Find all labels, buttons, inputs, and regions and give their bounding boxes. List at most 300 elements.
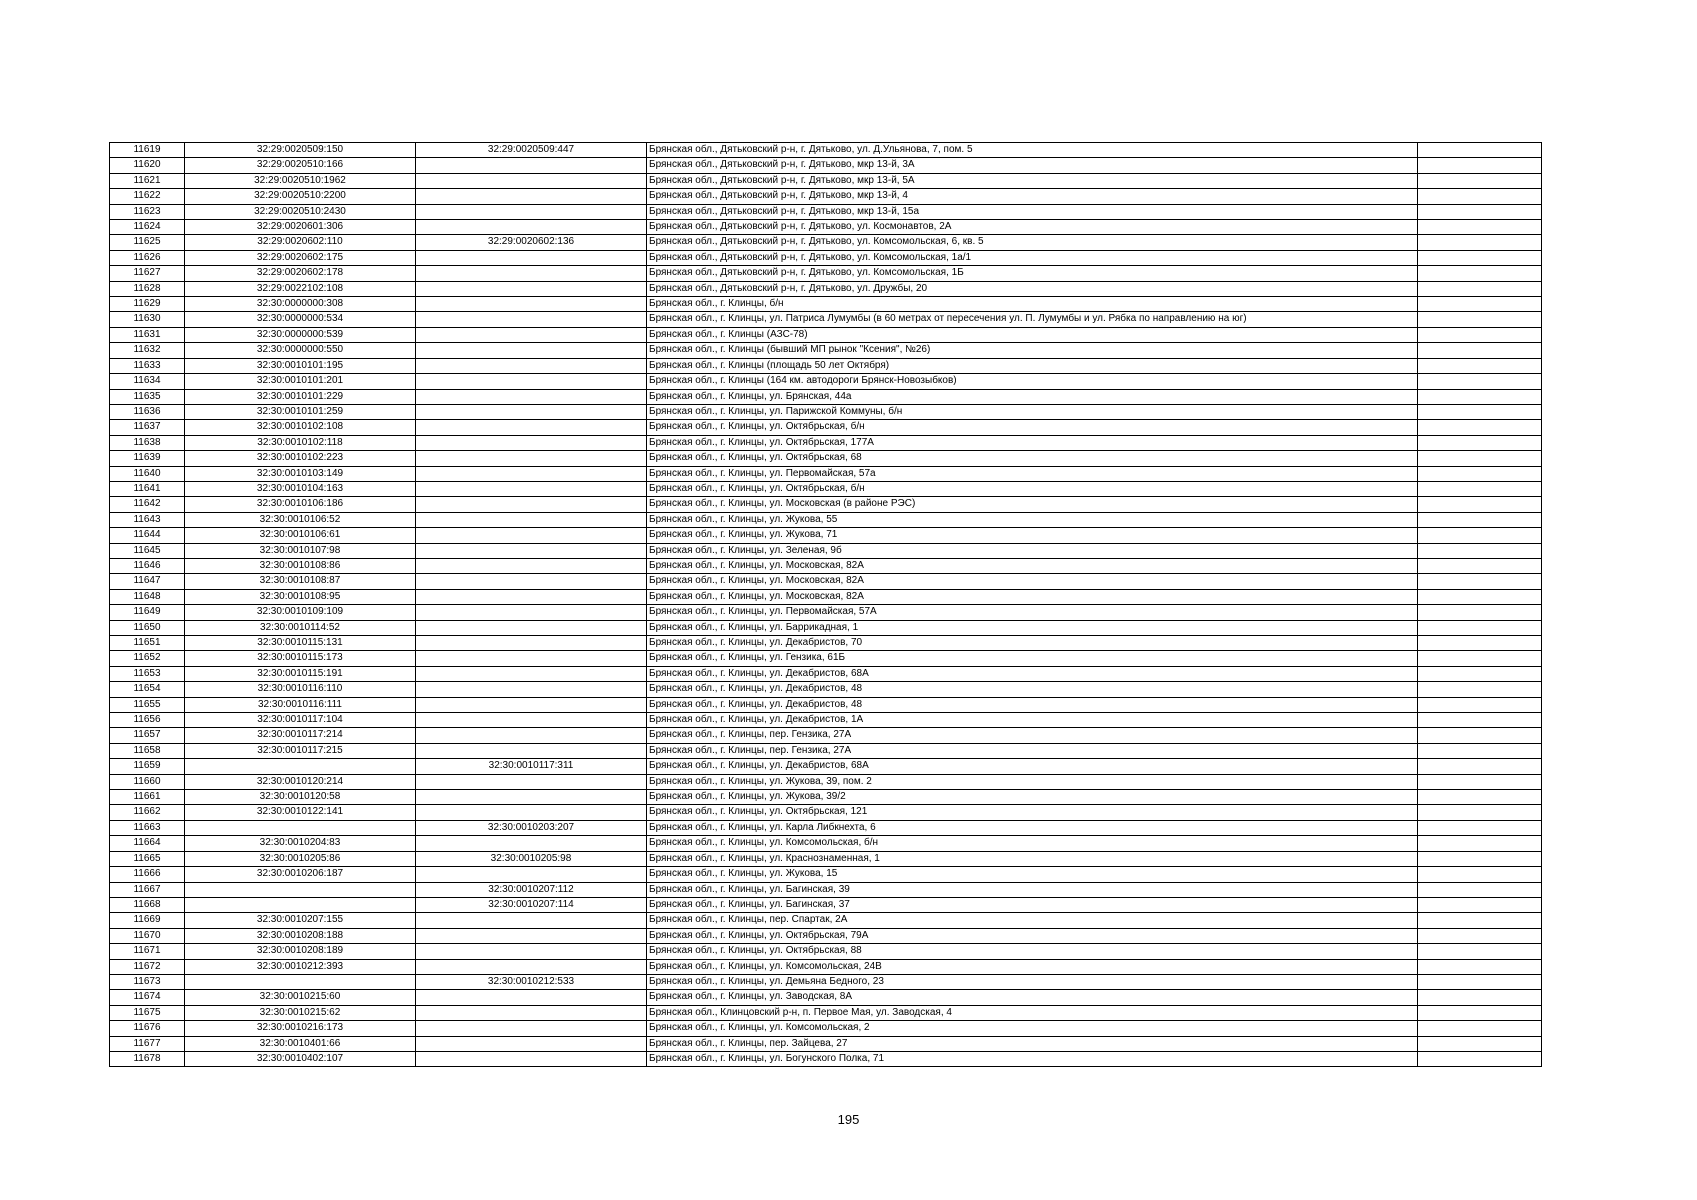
row-number-cell: 11657	[110, 728, 185, 743]
empty-cell	[1418, 574, 1542, 589]
address-cell: Брянская обл., г. Клинцы (АЗС-78)	[647, 327, 1418, 342]
row-number-cell: 11652	[110, 651, 185, 666]
building-cadastral-number-cell	[416, 250, 647, 265]
empty-cell	[1418, 512, 1542, 527]
row-number-cell: 11641	[110, 481, 185, 496]
building-cadastral-number-cell: 32:30:0010207:114	[416, 897, 647, 912]
row-number-cell: 11667	[110, 882, 185, 897]
building-cadastral-number-cell	[416, 928, 647, 943]
table-row	[110, 297, 1542, 312]
table-row	[110, 528, 1542, 543]
address-cell: Брянская обл., Дятьковский р-н, г. Дятьково, ул. Д.Ульянова, 7, пом. 5	[647, 143, 1418, 158]
empty-cell	[1418, 481, 1542, 496]
cadastral-number-cell: 32:29:0020509:150	[185, 143, 416, 158]
address-cell: Брянская обл., Дятьковский р-н, г. Дятьково, ул. Космонавтов, 2А	[647, 220, 1418, 235]
cadastral-number-cell: 32:30:0010102:223	[185, 451, 416, 466]
cadastral-number-cell: 32:30:0010103:149	[185, 466, 416, 481]
registry-table	[109, 142, 1542, 1067]
address-cell: Брянская обл., Дятьковский р-н, г. Дятьково, мкр 13-й, 4	[647, 189, 1418, 204]
row-number-cell: 11626	[110, 250, 185, 265]
cadastral-number-cell	[185, 897, 416, 912]
cadastral-number-cell: 32:30:0010114:52	[185, 620, 416, 635]
building-cadastral-number-cell	[416, 990, 647, 1005]
building-cadastral-number-cell	[416, 558, 647, 573]
building-cadastral-number-cell	[416, 451, 647, 466]
empty-cell	[1418, 897, 1542, 912]
row-number-cell: 11653	[110, 666, 185, 681]
empty-cell	[1418, 451, 1542, 466]
cadastral-number-cell: 32:29:0020510:1962	[185, 173, 416, 188]
address-cell: Брянская обл., г. Клинцы, ул. Комсомольская, 2	[647, 1021, 1418, 1036]
row-number-cell: 11649	[110, 605, 185, 620]
row-number-cell: 11637	[110, 420, 185, 435]
cadastral-number-cell: 32:29:0020510:166	[185, 158, 416, 173]
cadastral-number-cell: 32:30:0010215:62	[185, 1005, 416, 1020]
building-cadastral-number-cell	[416, 913, 647, 928]
table-row	[110, 343, 1542, 358]
building-cadastral-number-cell	[416, 204, 647, 219]
building-cadastral-number-cell: 32:30:0010207:112	[416, 882, 647, 897]
table-row	[110, 173, 1542, 188]
row-number-cell: 11659	[110, 759, 185, 774]
row-number-cell: 11662	[110, 805, 185, 820]
address-cell: Брянская обл., г. Клинцы, ул. Декабристов, 1А	[647, 713, 1418, 728]
building-cadastral-number-cell	[416, 420, 647, 435]
empty-cell	[1418, 173, 1542, 188]
empty-cell	[1418, 867, 1542, 882]
table-row	[110, 435, 1542, 450]
row-number-cell: 11677	[110, 1036, 185, 1051]
row-number-cell: 11674	[110, 990, 185, 1005]
table-row	[110, 1051, 1542, 1066]
empty-cell	[1418, 990, 1542, 1005]
building-cadastral-number-cell	[416, 1021, 647, 1036]
building-cadastral-number-cell	[416, 220, 647, 235]
address-cell: Брянская обл., г. Клинцы, ул. Жукова, 55	[647, 512, 1418, 527]
address-cell: Брянская обл., г. Клинцы, ул. Краснознаменная, 1	[647, 851, 1418, 866]
table-row	[110, 959, 1542, 974]
empty-cell	[1418, 1036, 1542, 1051]
table-row	[110, 944, 1542, 959]
table-row	[110, 974, 1542, 989]
row-number-cell: 11672	[110, 959, 185, 974]
cadastral-number-cell: 32:30:0010109:109	[185, 605, 416, 620]
row-number-cell: 11645	[110, 543, 185, 558]
table-row	[110, 928, 1542, 943]
cadastral-number-cell: 32:30:0010216:173	[185, 1021, 416, 1036]
cadastral-number-cell	[185, 974, 416, 989]
building-cadastral-number-cell	[416, 297, 647, 312]
building-cadastral-number-cell	[416, 651, 647, 666]
cadastral-number-cell: 32:30:0010120:58	[185, 790, 416, 805]
table-row	[110, 420, 1542, 435]
row-number-cell: 11642	[110, 497, 185, 512]
cadastral-number-cell: 32:29:0022102:108	[185, 281, 416, 296]
empty-cell	[1418, 851, 1542, 866]
empty-cell	[1418, 944, 1542, 959]
address-cell: Брянская обл., г. Клинцы, ул. Декабристов, 68А	[647, 759, 1418, 774]
row-number-cell: 11636	[110, 404, 185, 419]
address-cell: Брянская обл., г. Клинцы, ул. Багинская, 39	[647, 882, 1418, 897]
address-cell: Брянская обл., г. Клинцы, пер. Зайцева, 27	[647, 1036, 1418, 1051]
empty-cell	[1418, 1021, 1542, 1036]
building-cadastral-number-cell	[416, 836, 647, 851]
empty-cell	[1418, 928, 1542, 943]
row-number-cell: 11630	[110, 312, 185, 327]
address-cell: Брянская обл., г. Клинцы, ул. Октябрьская, 121	[647, 805, 1418, 820]
row-number-cell: 11650	[110, 620, 185, 635]
cadastral-number-cell: 32:30:0010115:131	[185, 636, 416, 651]
empty-cell	[1418, 620, 1542, 635]
cadastral-number-cell: 32:29:0020601:306	[185, 220, 416, 235]
building-cadastral-number-cell	[416, 343, 647, 358]
table-row	[110, 774, 1542, 789]
table-row	[110, 620, 1542, 635]
row-number-cell: 11625	[110, 235, 185, 250]
empty-cell	[1418, 1005, 1542, 1020]
cadastral-number-cell: 32:30:0010122:141	[185, 805, 416, 820]
cadastral-number-cell: 32:30:0010116:111	[185, 697, 416, 712]
cadastral-number-cell: 32:30:0010212:393	[185, 959, 416, 974]
page-number: 195	[837, 1112, 860, 1127]
address-cell: Брянская обл., г. Клинцы, ул. Московская (в районе РЭС)	[647, 497, 1418, 512]
cadastral-number-cell: 32:30:0010108:95	[185, 589, 416, 604]
building-cadastral-number-cell: 32:29:0020509:447	[416, 143, 647, 158]
cadastral-number-cell: 32:30:0010106:61	[185, 528, 416, 543]
address-cell: Брянская обл., Дятьковский р-н, г. Дятьково, мкр 13-й, 3А	[647, 158, 1418, 173]
cadastral-number-cell: 32:29:0020602:110	[185, 235, 416, 250]
row-number-cell: 11664	[110, 836, 185, 851]
row-number-cell: 11655	[110, 697, 185, 712]
empty-cell	[1418, 266, 1542, 281]
cadastral-number-cell: 32:30:0010116:110	[185, 682, 416, 697]
address-cell: Брянская обл., г. Клинцы, ул. Зеленая, 9б	[647, 543, 1418, 558]
building-cadastral-number-cell	[416, 605, 647, 620]
empty-cell	[1418, 836, 1542, 851]
table-row	[110, 913, 1542, 928]
cadastral-number-cell: 32:30:0010108:86	[185, 558, 416, 573]
table-row	[110, 1036, 1542, 1051]
table-body	[110, 143, 1542, 1067]
building-cadastral-number-cell	[416, 374, 647, 389]
building-cadastral-number-cell	[416, 589, 647, 604]
table-row	[110, 836, 1542, 851]
table-row	[110, 651, 1542, 666]
row-number-cell: 11633	[110, 358, 185, 373]
table-row	[110, 327, 1542, 342]
table-row	[110, 312, 1542, 327]
empty-cell	[1418, 466, 1542, 481]
address-cell: Брянская обл., г. Клинцы, пер. Гензика, 27А	[647, 728, 1418, 743]
building-cadastral-number-cell	[416, 774, 647, 789]
empty-cell	[1418, 250, 1542, 265]
table-row	[110, 404, 1542, 419]
building-cadastral-number-cell	[416, 435, 647, 450]
address-cell: Брянская обл., г. Клинцы, пер. Спартак, 2А	[647, 913, 1418, 928]
empty-cell	[1418, 713, 1542, 728]
empty-cell	[1418, 435, 1542, 450]
address-cell: Брянская обл., г. Клинцы, ул. Жукова, 15	[647, 867, 1418, 882]
empty-cell	[1418, 636, 1542, 651]
row-number-cell: 11634	[110, 374, 185, 389]
address-cell: Брянская обл., г. Клинцы, ул. Декабристов, 48	[647, 682, 1418, 697]
building-cadastral-number-cell	[416, 266, 647, 281]
row-number-cell: 11665	[110, 851, 185, 866]
empty-cell	[1418, 543, 1542, 558]
building-cadastral-number-cell	[416, 867, 647, 882]
address-cell: Брянская обл., г. Клинцы, ул. Комсомольская, б/н	[647, 836, 1418, 851]
building-cadastral-number-cell	[416, 189, 647, 204]
cadastral-number-cell: 32:30:0010106:52	[185, 512, 416, 527]
row-number-cell: 11629	[110, 297, 185, 312]
table-row	[110, 636, 1542, 651]
table-row	[110, 466, 1542, 481]
table-row	[110, 374, 1542, 389]
table-row	[110, 358, 1542, 373]
empty-cell	[1418, 728, 1542, 743]
table-row	[110, 759, 1542, 774]
address-cell: Брянская обл., г. Клинцы, ул. Октябрьская, 177А	[647, 435, 1418, 450]
cadastral-number-cell: 32:29:0020510:2200	[185, 189, 416, 204]
cadastral-number-cell: 32:30:0010206:187	[185, 867, 416, 882]
row-number-cell: 11666	[110, 867, 185, 882]
address-cell: Брянская обл., г. Клинцы, ул. Богунского Полка, 71	[647, 1051, 1418, 1066]
cadastral-number-cell: 32:30:0010208:189	[185, 944, 416, 959]
empty-cell	[1418, 682, 1542, 697]
table-row	[110, 481, 1542, 496]
address-cell: Брянская обл., г. Клинцы, ул. Московская, 82А	[647, 589, 1418, 604]
address-cell: Брянская обл., г. Клинцы, ул. Московская, 82А	[647, 558, 1418, 573]
cadastral-number-cell: 32:30:0010402:107	[185, 1051, 416, 1066]
row-number-cell: 11635	[110, 389, 185, 404]
empty-cell	[1418, 358, 1542, 373]
table-row	[110, 1005, 1542, 1020]
row-number-cell: 11628	[110, 281, 185, 296]
table-row	[110, 851, 1542, 866]
empty-cell	[1418, 959, 1542, 974]
empty-cell	[1418, 297, 1542, 312]
address-cell: Брянская обл., г. Клинцы, ул. Октябрьская, б/н	[647, 420, 1418, 435]
cadastral-number-cell: 32:30:0010101:229	[185, 389, 416, 404]
table-row	[110, 189, 1542, 204]
table-row	[110, 266, 1542, 281]
row-number-cell: 11661	[110, 790, 185, 805]
address-cell: Брянская обл., г. Клинцы, ул. Октябрьская, 68	[647, 451, 1418, 466]
address-cell: Брянская обл., г. Клинцы, ул. Парижской Коммуны, б/н	[647, 404, 1418, 419]
address-cell: Брянская обл., г. Клинцы, ул. Жукова, 39, пом. 2	[647, 774, 1418, 789]
table-row	[110, 867, 1542, 882]
cadastral-number-cell: 32:30:0010205:86	[185, 851, 416, 866]
empty-cell	[1418, 343, 1542, 358]
building-cadastral-number-cell: 32:29:0020602:136	[416, 235, 647, 250]
building-cadastral-number-cell: 32:30:0010117:311	[416, 759, 647, 774]
table-row	[110, 790, 1542, 805]
table-row	[110, 605, 1542, 620]
building-cadastral-number-cell	[416, 944, 647, 959]
building-cadastral-number-cell	[416, 728, 647, 743]
cadastral-number-cell: 32:30:0010207:155	[185, 913, 416, 928]
empty-cell	[1418, 374, 1542, 389]
table-row	[110, 713, 1542, 728]
cadastral-number-cell: 32:29:0020602:175	[185, 250, 416, 265]
building-cadastral-number-cell	[416, 389, 647, 404]
address-cell: Брянская обл., г. Клинцы, б/н	[647, 297, 1418, 312]
address-cell: Брянская обл., г. Клинцы, ул. Гензика, 61Б	[647, 651, 1418, 666]
empty-cell	[1418, 204, 1542, 219]
address-cell: Брянская обл., г. Клинцы, ул. Баррикадная, 1	[647, 620, 1418, 635]
row-number-cell: 11671	[110, 944, 185, 959]
row-number-cell: 11676	[110, 1021, 185, 1036]
building-cadastral-number-cell	[416, 466, 647, 481]
building-cadastral-number-cell	[416, 805, 647, 820]
address-cell: Брянская обл., г. Клинцы, ул. Комсомольская, 24В	[647, 959, 1418, 974]
building-cadastral-number-cell	[416, 312, 647, 327]
empty-cell	[1418, 651, 1542, 666]
building-cadastral-number-cell: 32:30:0010212:533	[416, 974, 647, 989]
cadastral-number-cell: 32:29:0020510:2430	[185, 204, 416, 219]
table-row	[110, 558, 1542, 573]
table-row	[110, 143, 1542, 158]
table-row	[110, 281, 1542, 296]
cadastral-number-cell: 32:30:0010401:66	[185, 1036, 416, 1051]
row-number-cell: 11673	[110, 974, 185, 989]
address-cell: Брянская обл., Дятьковский р-н, г. Дятьково, мкр 13-й, 15а	[647, 204, 1418, 219]
table-row	[110, 451, 1542, 466]
empty-cell	[1418, 235, 1542, 250]
table-row	[110, 666, 1542, 681]
address-cell: Брянская обл., г. Клинцы, ул. Первомайская, 57а	[647, 466, 1418, 481]
table-row	[110, 512, 1542, 527]
address-cell: Брянская обл., Дятьковский р-н, г. Дятьково, ул. Комсомольская, 6, кв. 5	[647, 235, 1418, 250]
empty-cell	[1418, 528, 1542, 543]
row-number-cell: 11632	[110, 343, 185, 358]
table-row	[110, 1021, 1542, 1036]
cadastral-number-cell	[185, 882, 416, 897]
address-cell: Брянская обл., Дятьковский р-н, г. Дятьково, ул. Комсомольская, 1а/1	[647, 250, 1418, 265]
address-cell: Брянская обл., г. Клинцы, ул. Октябрьская, 88	[647, 944, 1418, 959]
row-number-cell: 11639	[110, 451, 185, 466]
table-row	[110, 220, 1542, 235]
row-number-cell: 11651	[110, 636, 185, 651]
cadastral-number-cell: 32:30:0010215:60	[185, 990, 416, 1005]
row-number-cell: 11663	[110, 820, 185, 835]
table-row	[110, 682, 1542, 697]
row-number-cell: 11656	[110, 713, 185, 728]
cadastral-number-cell: 32:29:0020602:178	[185, 266, 416, 281]
cadastral-number-cell: 32:30:0000000:308	[185, 297, 416, 312]
building-cadastral-number-cell	[416, 666, 647, 681]
table-row	[110, 250, 1542, 265]
cadastral-number-cell: 32:30:0010117:104	[185, 713, 416, 728]
cadastral-number-cell: 32:30:0010115:173	[185, 651, 416, 666]
address-cell: Брянская обл., г. Клинцы, ул. Декабристов, 68А	[647, 666, 1418, 681]
row-number-cell: 11643	[110, 512, 185, 527]
table-row	[110, 389, 1542, 404]
building-cadastral-number-cell	[416, 959, 647, 974]
empty-cell	[1418, 389, 1542, 404]
empty-cell	[1418, 327, 1542, 342]
building-cadastral-number-cell	[416, 512, 647, 527]
building-cadastral-number-cell	[416, 636, 647, 651]
row-number-cell: 11623	[110, 204, 185, 219]
empty-cell	[1418, 420, 1542, 435]
empty-cell	[1418, 974, 1542, 989]
empty-cell	[1418, 743, 1542, 758]
building-cadastral-number-cell	[416, 281, 647, 296]
building-cadastral-number-cell	[416, 1005, 647, 1020]
empty-cell	[1418, 281, 1542, 296]
empty-cell	[1418, 558, 1542, 573]
address-cell: Брянская обл., г. Клинцы, ул. Декабристов, 48	[647, 697, 1418, 712]
row-number-cell: 11644	[110, 528, 185, 543]
empty-cell	[1418, 143, 1542, 158]
building-cadastral-number-cell: 32:30:0010203:207	[416, 820, 647, 835]
building-cadastral-number-cell	[416, 620, 647, 635]
row-number-cell: 11646	[110, 558, 185, 573]
building-cadastral-number-cell	[416, 173, 647, 188]
address-cell: Брянская обл., г. Клинцы (площадь 50 лет Октября)	[647, 358, 1418, 373]
cadastral-number-cell	[185, 759, 416, 774]
cadastral-number-cell: 32:30:0010102:118	[185, 435, 416, 450]
row-number-cell: 11638	[110, 435, 185, 450]
empty-cell	[1418, 913, 1542, 928]
empty-cell	[1418, 774, 1542, 789]
table-row	[110, 897, 1542, 912]
address-cell: Брянская обл., г. Клинцы, ул. Заводская, 8А	[647, 990, 1418, 1005]
building-cadastral-number-cell	[416, 713, 647, 728]
empty-cell	[1418, 404, 1542, 419]
table-row	[110, 820, 1542, 835]
empty-cell	[1418, 697, 1542, 712]
table-row	[110, 497, 1542, 512]
address-cell: Брянская обл., г. Клинцы, ул. Октябрьская, 79А	[647, 928, 1418, 943]
address-cell: Брянская обл., Дятьковский р-н, г. Дятьково, ул. Дружбы, 20	[647, 281, 1418, 296]
address-cell: Брянская обл., г. Клинцы, ул. Демьяна Бедного, 23	[647, 974, 1418, 989]
cadastral-number-cell: 32:30:0000000:534	[185, 312, 416, 327]
cadastral-number-cell: 32:30:0010208:188	[185, 928, 416, 943]
address-cell: Брянская обл., г. Клинцы (164 км. автодороги Брянск-Новозыбков)	[647, 374, 1418, 389]
row-number-cell: 11670	[110, 928, 185, 943]
cadastral-number-cell: 32:30:0010117:215	[185, 743, 416, 758]
table-row	[110, 235, 1542, 250]
cadastral-number-cell: 32:30:0010106:186	[185, 497, 416, 512]
address-cell: Брянская обл., г. Клинцы, пер. Гензика, 27А	[647, 743, 1418, 758]
table-row	[110, 697, 1542, 712]
cadastral-number-cell	[185, 820, 416, 835]
address-cell: Брянская обл., Клинцовский р-н, п. Первое Мая, ул. Заводская, 4	[647, 1005, 1418, 1020]
cadastral-number-cell: 32:30:0010120:214	[185, 774, 416, 789]
table-row	[110, 882, 1542, 897]
row-number-cell: 11660	[110, 774, 185, 789]
building-cadastral-number-cell	[416, 528, 647, 543]
empty-cell	[1418, 158, 1542, 173]
building-cadastral-number-cell	[416, 790, 647, 805]
building-cadastral-number-cell	[416, 481, 647, 496]
table-row	[110, 743, 1542, 758]
cadastral-number-cell: 32:30:0010104:163	[185, 481, 416, 496]
building-cadastral-number-cell	[416, 404, 647, 419]
table-row	[110, 728, 1542, 743]
table-row	[110, 543, 1542, 558]
address-cell: Брянская обл., г. Клинцы, ул. Московская, 82А	[647, 574, 1418, 589]
cadastral-number-cell: 32:30:0000000:539	[185, 327, 416, 342]
row-number-cell: 11678	[110, 1051, 185, 1066]
address-cell: Брянская обл., г. Клинцы (бывший МП рынок "Ксения", №26)	[647, 343, 1418, 358]
table-row	[110, 990, 1542, 1005]
building-cadastral-number-cell	[416, 1051, 647, 1066]
table-row	[110, 589, 1542, 604]
address-cell: Брянская обл., Дятьковский р-н, г. Дятьково, мкр 13-й, 5А	[647, 173, 1418, 188]
